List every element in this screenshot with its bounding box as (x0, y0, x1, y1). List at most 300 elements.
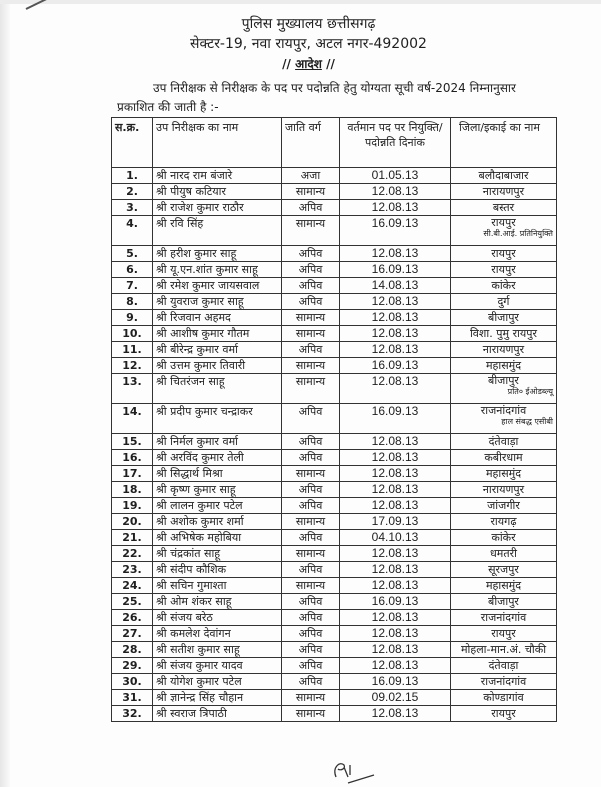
category-cell (282, 482, 340, 498)
date-cell (340, 706, 451, 722)
serial-cell-text: 27. (122, 627, 142, 640)
category-cell-text: सामान्य (295, 691, 326, 704)
category-cell-text: अपिव (298, 247, 323, 260)
category-cell-text: अपिव (298, 343, 323, 356)
date-cell (340, 594, 451, 610)
name-cell (153, 658, 282, 674)
name-cell-text: श्री स्वराज त्रिपाठी (156, 707, 227, 720)
table-row (112, 514, 557, 530)
name-cell (153, 690, 282, 706)
name-cell (153, 434, 282, 450)
category-cell (282, 642, 340, 658)
serial-cell (112, 326, 153, 342)
name-cell (153, 626, 282, 642)
name-cell (153, 168, 282, 184)
serial-cell (112, 404, 153, 434)
date-cell-text: 17.09.13 (371, 514, 419, 528)
district-cell-text: कोण्डागांव (483, 691, 524, 704)
table-row (112, 626, 557, 642)
table-row (112, 246, 557, 262)
order-title: आदेश (295, 57, 322, 71)
date-cell (340, 498, 451, 514)
serial-cell-text: 16. (122, 451, 142, 464)
serial-cell (112, 278, 153, 294)
table-row (112, 530, 557, 546)
date-cell-text: 12.08.13 (371, 374, 419, 388)
district-cell (451, 216, 557, 246)
serial-cell-text: 26. (122, 611, 142, 624)
date-cell (340, 482, 451, 498)
serial-cell-text: 31. (122, 691, 142, 704)
serial-cell-text: 19. (122, 499, 142, 512)
category-cell (282, 326, 340, 342)
category-cell (282, 578, 340, 594)
serial-cell-text: 32. (122, 707, 142, 720)
district-cell-text: नारायणपुर (482, 185, 525, 198)
serial-cell-text: 1. (126, 169, 138, 182)
district-cell-text: नारायणपुर (482, 483, 525, 496)
name-cell (153, 482, 282, 498)
name-cell-text: श्री चंद्रकांत साहू (156, 547, 221, 560)
category-cell (282, 342, 340, 358)
serial-cell (112, 342, 153, 358)
district-cell-text: बस्तर (492, 201, 515, 214)
table-row (112, 184, 557, 200)
serial-cell-text: 22. (122, 547, 142, 560)
category-cell (282, 674, 340, 690)
category-cell (282, 466, 340, 482)
name-cell-text: श्री रिजवान अहमद (156, 311, 231, 324)
serial-cell-text: 8. (126, 295, 138, 308)
district-cell (451, 706, 557, 722)
date-cell-text: 16.09.13 (371, 358, 419, 372)
serial-cell (112, 450, 153, 466)
name-cell (153, 594, 282, 610)
date-cell-text: 12.08.13 (371, 546, 419, 560)
serial-cell (112, 674, 153, 690)
category-cell (282, 168, 340, 184)
district-cell-text: मोहला-मान.अं. चौकी (460, 643, 547, 656)
name-cell-text: श्री यू.एन.शांत कुमार साहू (156, 263, 258, 276)
category-cell (282, 450, 340, 466)
district-cell-text: दंतेवाड़ा (488, 435, 519, 448)
date-cell (340, 658, 451, 674)
name-cell (153, 262, 282, 278)
district-cell-text: नारायणपुर (482, 343, 525, 356)
district-cell (451, 404, 557, 434)
district-cell (451, 578, 557, 594)
intro-line-2: प्रकाशित की जाती है :- (117, 100, 219, 114)
district-cell-text: बलौदाबाजार (478, 169, 529, 182)
date-cell (340, 326, 451, 342)
name-cell-text: श्री हरीश कुमार साहू (156, 247, 237, 260)
serial-cell-text: 10. (122, 327, 142, 340)
name-cell-text: श्री अरविंद कुमार तेली (156, 451, 244, 464)
district-cell-text: धमतरी (490, 547, 517, 560)
district-cell-text: रायपुर (491, 216, 516, 229)
category-cell-text: अपिव (298, 595, 323, 608)
date-cell-text: 16.09.13 (371, 262, 419, 276)
district-cell (451, 294, 557, 310)
organization-name: पुलिस मुख्यालय छत्तीसगढ़ (241, 16, 376, 32)
name-cell (153, 610, 282, 626)
district-cell (451, 450, 557, 466)
date-cell-text: 12.08.13 (371, 610, 419, 624)
date-cell-text: 12.08.13 (371, 294, 419, 308)
serial-cell-text: 3. (126, 201, 138, 214)
table-row (112, 310, 557, 326)
category-cell-text: सामान्य (295, 375, 326, 388)
serial-cell-text: 4. (126, 217, 138, 230)
serial-cell-text: 20. (122, 515, 142, 528)
district-cell-text: महासमुंद (485, 467, 522, 480)
date-cell (340, 342, 451, 358)
date-cell (340, 294, 451, 310)
district-cell-text: कांकेर (491, 531, 516, 544)
category-cell-text: अपिव (298, 611, 323, 624)
date-cell-text: 12.08.13 (371, 450, 419, 464)
district-cell (451, 168, 557, 184)
date-cell (340, 578, 451, 594)
serial-cell (112, 200, 153, 216)
district-cell (451, 278, 557, 294)
district-cell-text: राजनांदगांव (480, 404, 527, 417)
serial-cell (112, 514, 153, 530)
category-cell-text: अपिव (298, 627, 323, 640)
serial-cell (112, 642, 153, 658)
name-cell-text: श्री सिद्धार्थ मिश्रा (156, 467, 223, 480)
district-cell (451, 342, 557, 358)
name-cell-text: श्री पीयुष कटियार (156, 185, 227, 198)
serial-cell (112, 294, 153, 310)
district-cell-text: बीजापुर (488, 311, 519, 324)
category-cell (282, 374, 340, 404)
category-cell-text: सामान्य (295, 185, 326, 198)
date-cell-text: 16.09.13 (371, 674, 419, 688)
name-cell-text: श्री योगेश कुमार पटेल (156, 675, 242, 688)
name-cell-text: श्री संजय बरेठ (156, 611, 213, 624)
name-cell-text: श्री प्रदीप कुमार चन्द्राकर (156, 405, 253, 418)
table-row (112, 546, 557, 562)
date-cell (340, 200, 451, 216)
district-cell (451, 310, 557, 326)
category-cell-text: अपिव (298, 531, 323, 544)
district-cell (451, 690, 557, 706)
table-row (112, 374, 557, 404)
serial-cell (112, 466, 153, 482)
date-cell (340, 168, 451, 184)
category-cell-text: अपिव (298, 499, 323, 512)
table-row (112, 642, 557, 658)
date-cell-text: 12.08.13 (371, 482, 419, 496)
district-cell (451, 530, 557, 546)
table-row (112, 294, 557, 310)
serial-cell-text: 25. (122, 595, 142, 608)
serial-cell (112, 482, 153, 498)
district-cell (451, 674, 557, 690)
name-cell (153, 310, 282, 326)
category-cell-text: सामान्य (295, 515, 326, 528)
table-row (112, 658, 557, 674)
district-note: हाल संबद्ध एसीबी (501, 417, 553, 426)
serial-cell (112, 530, 153, 546)
category-cell (282, 200, 340, 216)
name-cell-text: श्री राजेश कुमार राठौर (156, 201, 244, 214)
name-cell-text: श्री रमेश कुमार जायसवाल (156, 279, 260, 292)
serial-cell-text: 24. (122, 579, 142, 592)
category-cell (282, 358, 340, 374)
col-name: उप निरीक्षक का नाम (153, 118, 282, 168)
district-cell-text: जांजगीर (487, 499, 520, 512)
table-row (112, 594, 557, 610)
name-cell (153, 326, 282, 342)
date-cell (340, 530, 451, 546)
serial-cell-text: 21. (122, 531, 142, 544)
serial-cell (112, 358, 153, 374)
date-cell (340, 626, 451, 642)
date-cell (340, 278, 451, 294)
page-edge-shadow (0, 0, 10, 787)
district-cell (451, 482, 557, 498)
name-cell (153, 294, 282, 310)
serial-cell-text: 17. (122, 467, 142, 480)
serial-cell-text: 6. (126, 263, 138, 276)
serial-cell (112, 216, 153, 246)
table-row (112, 578, 557, 594)
order-prefix: // (282, 57, 291, 71)
district-cell (451, 658, 557, 674)
col-category: जाति वर्ग (282, 118, 340, 168)
category-cell-text: अपिव (298, 201, 323, 214)
serial-cell-text: 15. (122, 435, 142, 448)
district-cell-text: बीजापुर (488, 595, 519, 608)
name-cell (153, 546, 282, 562)
district-cell (451, 546, 557, 562)
date-cell (340, 434, 451, 450)
serial-cell-text: 14. (122, 405, 142, 418)
name-cell (153, 184, 282, 200)
category-cell (282, 514, 340, 530)
table-row (112, 674, 557, 690)
district-cell-text: राजनांदगांव (480, 611, 527, 624)
date-cell (340, 216, 451, 246)
district-cell (451, 374, 557, 404)
name-cell (153, 404, 282, 434)
table-body (112, 168, 557, 722)
serial-cell-text: 2. (126, 185, 138, 198)
name-cell-text: श्री बीरेन्द्र कुमार वर्मा (156, 343, 238, 356)
district-cell (451, 200, 557, 216)
date-cell (340, 404, 451, 434)
name-cell-text: श्री ज्ञानेन्द्र सिंह चौहान (156, 691, 244, 704)
date-cell (340, 674, 451, 690)
district-cell (451, 626, 557, 642)
date-cell-text: 12.08.13 (371, 434, 419, 448)
date-cell (340, 546, 451, 562)
category-cell-text: सामान्य (295, 327, 326, 340)
serial-cell (112, 546, 153, 562)
serial-cell (112, 594, 153, 610)
serial-cell-text: 18. (122, 483, 142, 496)
category-cell (282, 246, 340, 262)
date-cell-text: 01.05.13 (371, 168, 419, 182)
date-cell-text: 12.08.13 (371, 578, 419, 592)
serial-cell (112, 184, 153, 200)
name-cell-text: श्री अभिषेक महोबिया (156, 531, 242, 544)
district-cell (451, 184, 557, 200)
table-header-row (112, 118, 557, 168)
category-cell-text: अपिव (298, 675, 323, 688)
serial-cell (112, 310, 153, 326)
date-cell-text: 16.09.13 (371, 404, 419, 418)
date-cell (340, 690, 451, 706)
serial-cell (112, 246, 153, 262)
category-cell-text: सामान्य (295, 311, 326, 324)
serial-cell (112, 262, 153, 278)
category-cell (282, 310, 340, 326)
category-cell-text: सामान्य (295, 547, 326, 560)
table-row (112, 498, 557, 514)
category-cell (282, 184, 340, 200)
district-cell (451, 262, 557, 278)
district-cell-text: रायपुर (491, 707, 516, 720)
district-cell (451, 434, 557, 450)
name-cell (153, 642, 282, 658)
serial-cell (112, 690, 153, 706)
category-cell (282, 262, 340, 278)
district-cell-text: रायगढ़ (490, 515, 517, 528)
promotion-list-table (111, 117, 557, 722)
category-cell (282, 434, 340, 450)
name-cell-text: श्री उत्तम कुमार तिवारी (156, 359, 246, 372)
category-cell-text: अजा (300, 169, 321, 182)
table-row (112, 690, 557, 706)
district-cell (451, 466, 557, 482)
name-cell (153, 514, 282, 530)
name-cell-text: श्री सतीश कुमार साहू (156, 643, 240, 656)
date-cell-text: 12.08.13 (371, 626, 419, 640)
district-cell-text: रायपुर (491, 263, 516, 276)
name-cell-text: श्री संजय कुमार यादव (156, 659, 243, 672)
table-row (112, 466, 557, 482)
district-cell-text: विशा. पुमु रायपुर (469, 327, 538, 340)
category-cell (282, 690, 340, 706)
table-row (112, 358, 557, 374)
name-cell (153, 578, 282, 594)
col-district: जिला/इकाई का नाम (451, 118, 557, 168)
serial-cell-text: 13. (122, 375, 142, 388)
table-row (112, 706, 557, 722)
date-cell-text: 12.08.13 (371, 706, 419, 720)
district-cell-text: बीजापुर (488, 374, 519, 387)
date-cell (340, 610, 451, 626)
date-cell (340, 262, 451, 278)
name-cell-text: श्री रवि सिंह (156, 217, 204, 230)
serial-cell (112, 610, 153, 626)
date-cell-text: 14.08.13 (371, 278, 419, 292)
serial-cell-text: 11. (122, 343, 142, 356)
date-cell (340, 514, 451, 530)
district-cell (451, 642, 557, 658)
district-cell (451, 498, 557, 514)
serial-cell-text: 28. (122, 643, 142, 656)
name-cell-text: श्री निर्मल कुमार वर्मा (156, 435, 239, 448)
district-cell-text: राजनांदगांव (480, 675, 527, 688)
name-cell (153, 498, 282, 514)
serial-cell (112, 706, 153, 722)
page-top-border (0, 0, 601, 4)
date-cell-text: 12.08.13 (371, 658, 419, 672)
table-row (112, 168, 557, 184)
serial-cell (112, 434, 153, 450)
name-cell-text: श्री कृष्ण कुमार साहू (156, 483, 236, 496)
district-note: प्रति० ईओडब्ल्यू (507, 387, 553, 396)
name-cell (153, 374, 282, 404)
table-row (112, 216, 557, 246)
category-cell-text: अपिव (298, 405, 323, 418)
category-cell-text: अपिव (298, 279, 323, 292)
name-cell-text: श्री कमलेश देवांगन (156, 627, 231, 640)
district-cell-text: महासमुंद (485, 579, 522, 592)
name-cell (153, 342, 282, 358)
serial-cell (112, 658, 153, 674)
category-cell (282, 658, 340, 674)
district-cell (451, 610, 557, 626)
category-cell-text: अपिव (298, 263, 323, 276)
name-cell (153, 278, 282, 294)
name-cell-text: श्री नारद राम बंजारे (156, 169, 233, 182)
district-cell (451, 594, 557, 610)
date-cell (340, 358, 451, 374)
district-cell (451, 358, 557, 374)
category-cell (282, 498, 340, 514)
serial-cell-text: 30. (122, 675, 142, 688)
name-cell (153, 358, 282, 374)
category-cell-text: सामान्य (295, 707, 326, 720)
category-cell (282, 216, 340, 246)
district-cell-text: रायपुर (491, 247, 516, 260)
date-cell-text: 12.08.13 (371, 498, 419, 512)
name-cell-text: श्री सचिन गुमाश्ता (156, 579, 227, 592)
name-cell-text: श्री चितरंजन साहू (156, 375, 225, 388)
district-cell-text: रायपुर (491, 627, 516, 640)
date-cell-text: 16.09.13 (371, 216, 419, 230)
name-cell (153, 674, 282, 690)
category-cell-text: सामान्य (295, 217, 326, 230)
district-cell-text: दुर्ग (497, 295, 510, 308)
category-cell (282, 594, 340, 610)
category-cell-text: अपिव (298, 563, 323, 576)
name-cell (153, 200, 282, 216)
order-heading (8, 55, 601, 72)
table-row (112, 450, 557, 466)
date-cell (340, 642, 451, 658)
serial-cell-text: 9. (126, 311, 138, 324)
serial-cell-text: 7. (126, 279, 138, 292)
name-cell-text: श्री ओम शंकर साहू (156, 595, 232, 608)
category-cell (282, 278, 340, 294)
table-row (112, 262, 557, 278)
table-row (112, 326, 557, 342)
serial-cell (112, 168, 153, 184)
date-cell-text: 12.08.13 (371, 342, 419, 356)
district-cell-text: महासमुंद (485, 359, 522, 372)
name-cell (153, 562, 282, 578)
category-cell (282, 626, 340, 642)
name-cell-text: श्री लालन कुमार पटेल (156, 499, 243, 512)
name-cell (153, 450, 282, 466)
date-cell (340, 562, 451, 578)
